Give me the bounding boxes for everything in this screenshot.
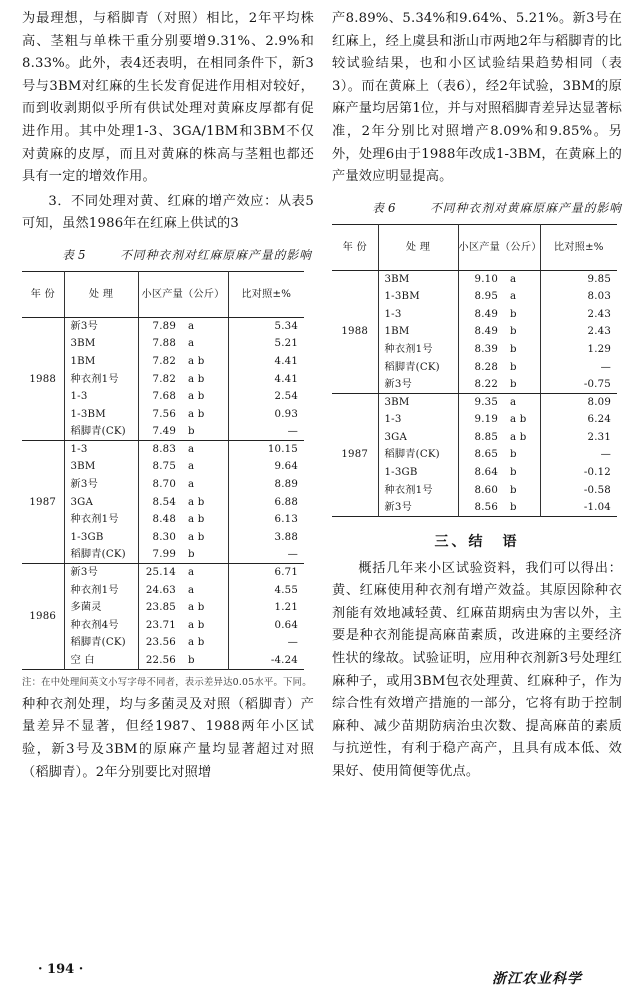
significance-cell: b — [510, 361, 517, 373]
table5 — [22, 271, 304, 670]
section-heading-conclusion: 三、结 语 — [434, 534, 520, 551]
ratio-cell: -0.58 — [540, 481, 617, 499]
treatment-cell: 1-3BM — [64, 405, 138, 423]
significance-cell: a b — [188, 514, 205, 526]
treatment-cell: 1-3 — [64, 441, 138, 459]
yield-cell: 8.48 — [138, 511, 182, 529]
paragraph-yield-effect: 3．不同处理对黄、红麻的增产效应：从表5可知，虽然1986年在红麻上供试的3 — [22, 193, 314, 232]
ratio-cell: 4.41 — [228, 353, 304, 371]
significance-cell: b — [510, 449, 517, 461]
yield-cell: 8.49 — [458, 305, 504, 323]
treatment-cell: 种衣剂1号 — [378, 341, 458, 359]
ratio-cell: — — [228, 423, 304, 441]
ratio-cell: 2.43 — [540, 323, 617, 341]
yield-cell: 22.56 — [138, 652, 182, 670]
journal-name: 浙江农业科学 — [492, 971, 582, 987]
significance-cell: a b — [188, 637, 205, 649]
left-column — [22, 8, 314, 784]
table-row — [22, 441, 304, 459]
yield-cell: 7.82 — [138, 353, 182, 371]
ratio-cell: -1.04 — [540, 499, 617, 517]
ratio-cell: -4.24 — [228, 652, 304, 670]
table5-header-treatment: 处 理 — [64, 271, 138, 317]
ratio-cell: 0.64 — [228, 617, 304, 635]
yield-cell: 8.49 — [458, 323, 504, 341]
table-row — [22, 564, 304, 582]
table5-number: 表 5 — [62, 247, 86, 262]
yield-cell: 8.60 — [458, 481, 504, 499]
page-number: · 194 · — [38, 962, 84, 977]
table6-caption — [332, 199, 622, 218]
table-row — [332, 393, 617, 411]
treatment-cell: 稻脚青(CK) — [64, 546, 138, 564]
table6-title: 不同种衣剂对黄麻原麻产量的影响 — [430, 200, 622, 215]
yield-cell: 9.10 — [458, 270, 504, 288]
table-row — [22, 476, 304, 494]
yield-cell: 8.30 — [138, 529, 182, 547]
yield-cell: 24.63 — [138, 581, 182, 599]
right-column — [332, 8, 622, 784]
table5-header-ratio: 比对照±% — [228, 271, 304, 317]
table-row — [22, 493, 304, 511]
ratio-cell: 10.15 — [228, 441, 304, 459]
significance-cell: b — [510, 343, 517, 355]
table5-caption — [22, 246, 314, 265]
significance-cell: b — [182, 546, 228, 564]
significance-cell: b — [188, 654, 195, 666]
significance-cell: a b — [188, 355, 205, 367]
significance-cell: b — [182, 423, 228, 441]
significance-cell: b — [510, 484, 517, 496]
treatment-cell: 新3号 — [64, 476, 138, 494]
ratio-cell: 8.09 — [540, 393, 617, 411]
yield-cell: 9.35 — [458, 393, 504, 411]
treatment-cell: 多菌灵 — [64, 599, 138, 617]
ratio-cell: -0.12 — [540, 464, 617, 482]
treatment-cell: 3BM — [378, 393, 458, 411]
table5-note: 注：在中处理间英文小写字母不同者，表示差异达0.05水平。下同。 — [22, 676, 312, 688]
yield-cell: 8.22 — [458, 376, 504, 394]
ratio-cell: 6.13 — [228, 511, 304, 529]
yield-cell: 8.95 — [458, 288, 504, 306]
treatment-cell: 3GA — [378, 429, 458, 447]
significance-cell: a — [188, 320, 195, 332]
significance-cell: a — [510, 396, 517, 408]
significance-cell: a — [188, 338, 195, 350]
table-row — [22, 405, 304, 423]
table-row — [22, 617, 304, 635]
paragraph-conclusion: 概括几年来小区试验资料，我们可以得出：黄、红麻使用种衣剂有增产效益。其原因除种衣剂能有效地减轻黄、红麻苗期病虫为害以外，主要是种衣剂能提高麻苗素质，改进麻的主要经济性状的缘故。试验证明，应用种衣剂新3号处理红麻种子，或用3BM包衣处理黄、红麻种子，作为综合性有效增产措施的一部分，它将有助于控制麻种、减少苗期防病治虫次数、提高麻苗的素质与抗逆性，有利于稳产高产，且具有成本低、效果好、使用简便等优点。 — [332, 560, 622, 779]
significance-cell: a — [188, 567, 195, 579]
yield-cell: 8.28 — [458, 358, 504, 376]
paragraph-yield-results: 产8.89%、5.34%和9.64%、5.21%。新3号在红麻上，经上虞县和浙山市两地2年与稻脚青的比较试验结果，也和小区试验结果趋势相同（表3）。而在黄麻上（表6），经2年试验，3BM的原麻产量均居第1位，并与对照稻脚青差异达显著标准，2年分别比对照增产8.09%和9.85%。另外，处理6由于1988年改成1-3BM，在黄麻上的产量效应明显提高。 — [332, 11, 622, 185]
table5-header-year: 年 份 — [22, 271, 64, 317]
yield-cell: 23.56 — [138, 634, 182, 652]
table6-header-year: 年 份 — [332, 224, 378, 270]
significance-cell: a — [188, 584, 195, 596]
table6-header-ratio: 比对照±% — [540, 224, 617, 270]
yield-cell: 7.99 — [138, 546, 182, 564]
significance-cell: b — [510, 502, 517, 514]
paragraph-results-continued: 为最理想，与稻脚青（对照）相比，2年平均株高、茎粗与单株干重分别要增9.31%、2.9%和8.33%。此外，表4还表明，在相同条件下，新3号与3BM对红麻的生长发育促进作用相对较好，而到收剥期似乎所有供试处理对黄麻皮厚都有促进作用。其中处理1-3、3GA/1BM和3BM不仅对黄麻的皮厚，而且对黄麻的株高与茎粗也都还具有一定的增效作用。 — [22, 11, 314, 185]
ratio-cell: 5.34 — [228, 317, 304, 335]
yield-cell: 23.85 — [138, 599, 182, 617]
table6-header-yield: 小区产量（公斤） — [458, 224, 540, 270]
table-row — [22, 317, 304, 335]
table6-header-treatment: 处 理 — [378, 224, 458, 270]
year-cell: 1988 — [332, 270, 378, 393]
treatment-cell: 3BM — [378, 270, 458, 288]
significance-cell: a b — [188, 619, 205, 631]
significance-cell: a — [188, 444, 195, 456]
yield-cell: 25.14 — [138, 564, 182, 582]
table6-number: 表 6 — [372, 200, 396, 215]
yield-cell: 8.83 — [138, 441, 182, 459]
treatment-cell: 稻脚青(CK) — [378, 358, 458, 376]
table-row — [22, 652, 304, 670]
significance-cell: a — [510, 291, 517, 303]
significance-cell: a — [510, 273, 517, 285]
significance-cell: a b — [510, 431, 527, 443]
treatment-cell: 1-3BM — [378, 288, 458, 306]
yield-cell: 23.71 — [138, 617, 182, 635]
ratio-cell: 8.03 — [540, 288, 617, 306]
ratio-cell: 9.85 — [540, 270, 617, 288]
treatment-cell: 新3号 — [378, 376, 458, 394]
significance-cell: a b — [188, 408, 205, 420]
ratio-cell: 9.64 — [228, 458, 304, 476]
significance-cell: b — [510, 308, 517, 320]
treatment-cell: 稻脚青(CK) — [64, 423, 138, 441]
table-row — [22, 335, 304, 353]
ratio-cell: 1.29 — [540, 341, 617, 359]
ratio-cell: 6.24 — [540, 411, 617, 429]
table-row — [22, 634, 304, 652]
treatment-cell: 新3号 — [64, 564, 138, 582]
treatment-cell: 1-3 — [64, 388, 138, 406]
ratio-cell: -0.75 — [540, 376, 617, 394]
treatment-cell: 种衣剂1号 — [378, 481, 458, 499]
treatment-cell: 1-3 — [378, 305, 458, 323]
table5-header-yield: 小区产量（公斤） — [138, 271, 228, 317]
ratio-cell: 3.88 — [228, 529, 304, 547]
ratio-cell: 0.93 — [228, 405, 304, 423]
ratio-cell: 2.31 — [540, 429, 617, 447]
treatment-cell: 种衣剂4号 — [64, 617, 138, 635]
yield-cell: 7.88 — [138, 335, 182, 353]
significance-cell: a b — [510, 414, 527, 426]
table-row — [22, 599, 304, 617]
table5-title: 不同种衣剂对红麻原麻产量的影响 — [120, 247, 312, 262]
yield-cell: 8.85 — [458, 429, 504, 447]
yield-cell: 9.19 — [458, 411, 504, 429]
significance-cell: a — [188, 479, 195, 491]
treatment-cell: 稻脚青(CK) — [64, 634, 138, 652]
ratio-cell: — — [540, 358, 617, 376]
significance-cell: b — [510, 326, 517, 338]
significance-cell: a b — [188, 373, 205, 385]
year-cell: 1987 — [22, 441, 64, 564]
treatment-cell: 种衣剂1号 — [64, 581, 138, 599]
table6-body — [332, 270, 617, 516]
yield-cell: 8.70 — [138, 476, 182, 494]
treatment-cell: 种衣剂1号 — [64, 370, 138, 388]
ratio-cell: 5.21 — [228, 335, 304, 353]
yield-cell: 7.89 — [138, 317, 182, 335]
significance-cell: a b — [188, 602, 205, 614]
ratio-cell: — — [228, 634, 304, 652]
yield-cell: 7.49 — [138, 423, 182, 441]
table-row — [22, 458, 304, 476]
yield-cell: 8.65 — [458, 446, 504, 464]
yield-cell: 7.68 — [138, 388, 182, 406]
ratio-cell: 2.54 — [228, 388, 304, 406]
ratio-cell: — — [228, 546, 304, 564]
paragraph-yield-comparison: 种种衣剂处理，均与多菌灵及对照（稻脚青）产量差异不显著，但经1987、1988两年小区试验，新3号及3BM的原麻产量均显著超过对照（稻脚青）。2年分别要比对照增 — [22, 696, 314, 780]
ratio-cell: — — [540, 446, 617, 464]
year-cell: 1988 — [22, 317, 64, 440]
treatment-cell: 稻脚青(CK) — [378, 446, 458, 464]
yield-cell: 8.75 — [138, 458, 182, 476]
table-row — [22, 388, 304, 406]
table5-body — [22, 317, 304, 669]
table-row — [22, 511, 304, 529]
table-row — [22, 370, 304, 388]
treatment-cell: 新3号 — [378, 499, 458, 517]
treatment-cell: 1-3 — [378, 411, 458, 429]
yield-cell: 7.82 — [138, 370, 182, 388]
yield-cell: 8.64 — [458, 464, 504, 482]
treatment-cell: 种衣剂1号 — [64, 511, 138, 529]
table-row — [22, 546, 304, 564]
treatment-cell: 空 白 — [64, 652, 138, 670]
treatment-cell: 1BM — [378, 323, 458, 341]
significance-cell: a — [188, 461, 195, 473]
ratio-cell: 4.55 — [228, 581, 304, 599]
table-row — [22, 529, 304, 547]
treatment-cell: 新3号 — [64, 317, 138, 335]
year-cell: 1986 — [29, 611, 57, 623]
treatment-cell: 1BM — [64, 353, 138, 371]
ratio-cell: 6.71 — [228, 564, 304, 582]
table-row — [22, 423, 304, 441]
ratio-cell: 1.21 — [228, 599, 304, 617]
significance-cell: a b — [188, 531, 205, 543]
yield-cell: 8.39 — [458, 341, 504, 359]
table6 — [332, 224, 617, 517]
year-cell: 1987 — [341, 449, 369, 461]
treatment-cell: 3BM — [64, 458, 138, 476]
treatment-cell: 3BM — [64, 335, 138, 353]
treatment-cell: 3GA — [64, 493, 138, 511]
table-row — [22, 353, 304, 371]
treatment-cell: 1-3GB — [64, 529, 138, 547]
significance-cell: b — [510, 467, 517, 479]
ratio-cell: 2.43 — [540, 305, 617, 323]
yield-cell: 8.54 — [138, 493, 182, 511]
ratio-cell: 8.89 — [228, 476, 304, 494]
ratio-cell: 6.88 — [228, 493, 304, 511]
significance-cell: b — [504, 376, 540, 394]
significance-cell: a b — [188, 496, 205, 508]
table-row — [332, 270, 617, 288]
treatment-cell: 1-3GB — [378, 464, 458, 482]
yield-cell: 7.56 — [138, 405, 182, 423]
yield-cell: 8.56 — [458, 499, 504, 517]
ratio-cell: 4.41 — [228, 370, 304, 388]
significance-cell: a b — [188, 391, 205, 403]
table-row — [22, 581, 304, 599]
